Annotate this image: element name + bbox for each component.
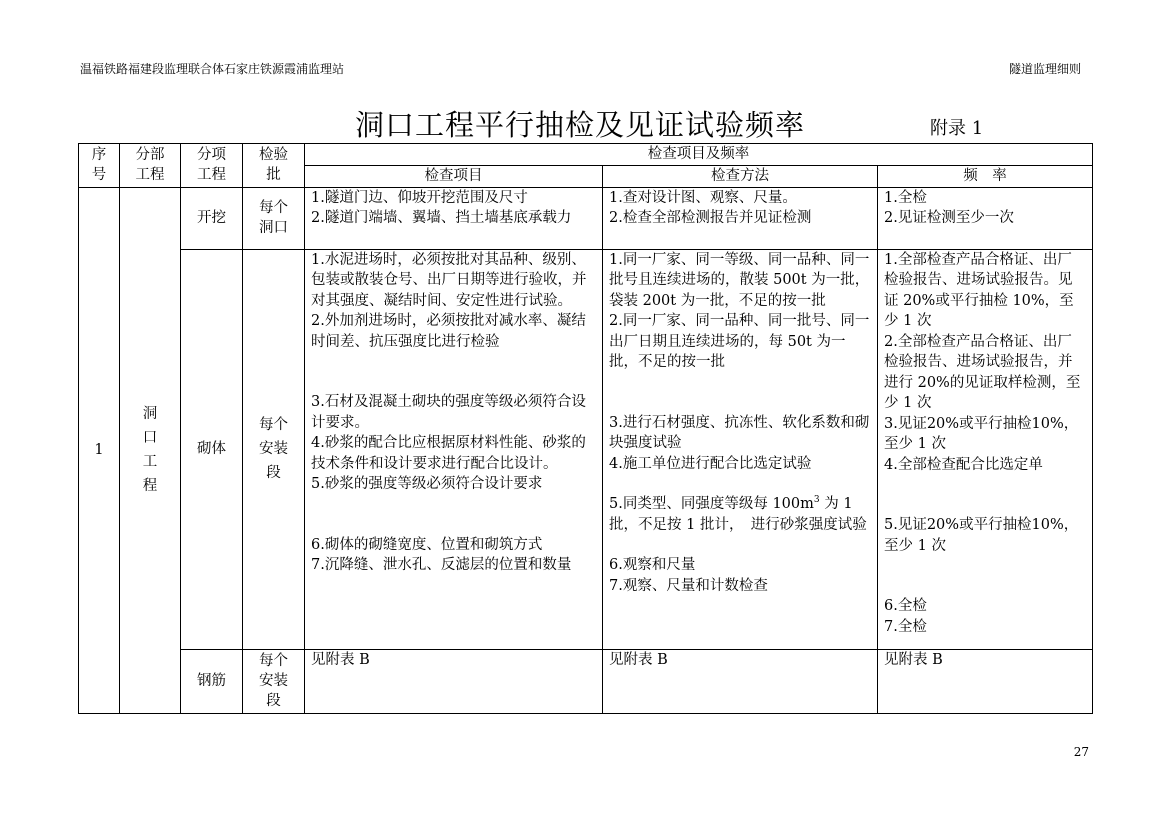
header-check-items: 检查项目 <box>305 166 603 188</box>
excavation-freq-item: 1.全检 <box>884 189 927 206</box>
rebar-freq: 见附表 B <box>878 649 1093 713</box>
masonry-method: 2.同一厂家、同一品种、同一批号、同一出厂日期且连续进场的，每 50t 为一批，不足的按一批 <box>609 313 870 370</box>
masonry-item: 2.外加剂进场时，必须按批对减水率、凝结时间差、抗压强度比进行检验 <box>311 313 586 350</box>
masonry-method: 3.进行石材强度、抗冻性、软化系数和砌块强度试验 <box>609 414 870 451</box>
masonry-batch: 每个安装段 <box>243 249 305 649</box>
seq-cell: 1 <box>79 187 120 713</box>
header-seq: 序号 <box>79 144 120 188</box>
masonry-item: 5.砂浆的强度等级必须符合设计要求 <box>311 476 543 492</box>
rebar-batch: 每个安装段 <box>243 649 305 713</box>
masonry-freq-item: 3.见证20%或平行抽检10%，至少 1 次 <box>884 415 1079 452</box>
page-title: 洞口工程平行抽检及见证试验频率 <box>355 108 806 142</box>
masonry-name: 砌体 <box>181 249 243 649</box>
masonry-item: 4.砂浆的配合比应根据原材料性能、砂浆的技术条件和设计要求进行配合比设计。 <box>311 435 586 472</box>
rebar-method: 见附表 B <box>603 649 878 713</box>
masonry-freq-item: 2.全部检查产品合格证、出厂检验报告、进场试验报告，并进行 20%的见证取样检测，至少 1 次 <box>884 333 1081 411</box>
masonry-item: 7.沉降缝、泄水孔、反滤层的位置和数量 <box>311 557 572 573</box>
excavation-freq <box>878 187 1093 249</box>
masonry-item: 1.水泥进场时，必须按批对其品种、级别、包装或散装仓号、出厂日期等进行验收，并对其强度、凝结时间、安定性进行试验。 <box>311 251 587 309</box>
masonry-item: 3.石材及混凝土砌块的强度等级必须符合设计要求。 <box>311 394 586 431</box>
sub-project-cell: 洞口工程 <box>120 187 181 713</box>
header-batch: 检验批 <box>243 144 305 188</box>
masonry-method: 5.同类型、同强度等级每 $100m^3$ 为 1 批，不足按 1 批计， 进行砂浆强度试验 <box>609 495 867 533</box>
excavation-name: 开挖 <box>181 187 243 249</box>
excavation-items <box>305 187 603 249</box>
header-check-method: 检查方法 <box>603 166 878 188</box>
rebar-name: 钢筋 <box>181 649 243 713</box>
masonry-freq <box>878 249 1093 649</box>
masonry-method: 7.观察、尺量和计数检查 <box>609 577 768 594</box>
header-item: 分项工程 <box>181 144 243 188</box>
masonry-freq-item: 5.见证20%或平行抽检10%，至少 1 次 <box>884 517 1079 554</box>
masonry-freq-item: 7.全检 <box>884 618 927 635</box>
header-frequency: 频 率 <box>878 166 1093 188</box>
excavation-method: 2.检查全部检测报告并见证检测 <box>609 210 812 226</box>
excavation-item: 1.隧道门边、仰坡开挖范围及尺寸 <box>311 189 528 206</box>
masonry-item: 6.砌体的砌缝宽度、位置和砌筑方式 <box>311 536 543 553</box>
masonry-methods <box>603 249 878 649</box>
excavation-method: 1.查对设计图、观察、尺量。 <box>609 189 797 206</box>
page-number: 27 <box>1073 745 1089 759</box>
inspection-table <box>78 143 1093 714</box>
header-sub-project: 分部工程 <box>120 144 181 188</box>
masonry-freq-item: 1.全部检查产品合格证、出厂检验报告、进场试验报告。见证 20%或平行抽检 10%，至少 1 次 <box>884 251 1074 329</box>
appendix-label: 附录 1 <box>930 118 984 139</box>
header-left: 温福铁路福建段监理联合体石家庄铁源霞浦监理站 <box>80 62 345 76</box>
excavation-batch: 每个洞口 <box>243 187 305 249</box>
masonry-method: 6.观察和尺量 <box>609 557 696 573</box>
excavation-methods <box>603 187 878 249</box>
excavation-item: 2.隧道门端墙、翼墙、挡土墙基底承载力 <box>311 210 572 226</box>
masonry-freq-item: 6.全检 <box>884 598 927 614</box>
masonry-freq-item: 4.全部检查配合比选定单 <box>884 456 1043 473</box>
header-group: 检查项目及频率 <box>305 144 1093 166</box>
header-right: 隧道监理细则 <box>1008 62 1081 76</box>
masonry-method: 1.同一厂家、同一等级、同一品种、同一批号且连续进场的，散装 500t 为一批，袋装 200t 为一批，不足的按一批 <box>609 251 870 309</box>
masonry-method: 4.施工单位进行配合比选定试验 <box>609 455 812 472</box>
masonry-items <box>305 249 603 649</box>
rebar-item: 见附表 B <box>305 649 603 713</box>
excavation-freq-item: 2.见证检测至少一次 <box>884 210 1014 226</box>
